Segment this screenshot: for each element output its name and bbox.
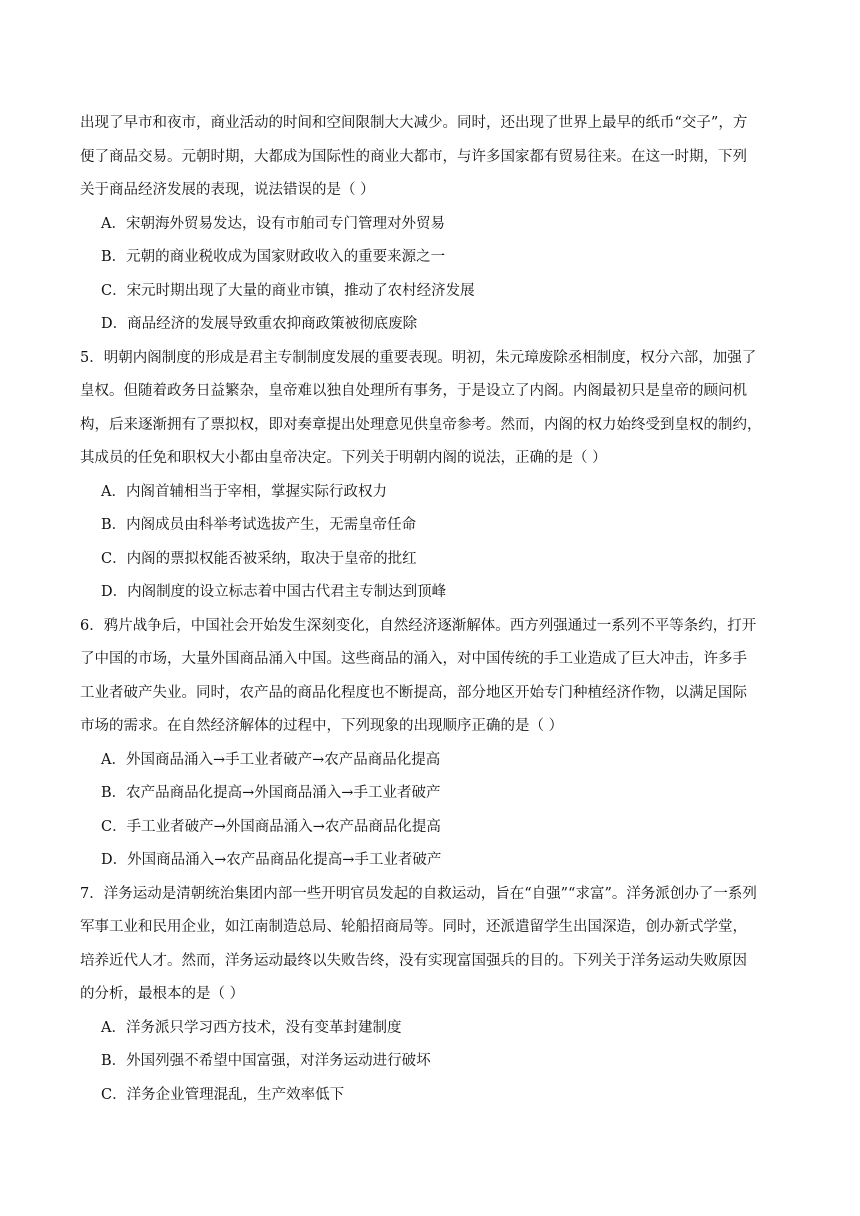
- question-5-stem-line: 5．明朝内阁制度的形成是君主专制制度发展的重要表现。明初，朱元璋废除丞相制度，权分六部，加强了: [80, 349, 757, 366]
- question-6-option-a: A．外国商品涌入→手工业者破产→农产品商品化提高: [101, 751, 441, 768]
- question-7-stem-line: 培养近代人才。然而，洋务运动最终以失败告终，没有实现富国强兵的目的。下列关于洋务运动失败原因: [80, 952, 747, 969]
- question-content: [80, 107, 782, 1112]
- question-4: [80, 107, 782, 342]
- question-5-option-b: B．内阁成员由科举考试选拔产生，无需皇帝任命: [101, 517, 417, 533]
- question-5-stem-line: 皇权。但随着政务日益繁杂，皇帝难以独自处理所有事务，于是设立了内阁。内阁最初只是皇帝的顾问机: [80, 383, 747, 399]
- question-4-option-a: A．宋朝海外贸易发达，设有市舶司专门管理对外贸易: [101, 215, 445, 232]
- question-7-option-a: A．洋务派只学习西方技术，没有变革封建制度: [101, 1019, 402, 1036]
- question-5-option-d: D．内阁制度的设立标志着中国古代君主专制达到顶峰: [101, 584, 447, 600]
- question-4-option-d: D．商品经济的发展导致重农抑商政策被彻底废除: [101, 316, 418, 332]
- question-6: [80, 610, 782, 878]
- question-4-option-c: C．宋元时期出现了大量的商业市镇，推动了农村经济发展: [101, 282, 475, 299]
- question-7-stem-line: 的分析，最根本的是（ ）: [80, 986, 245, 1002]
- question-4-stem-line: 关于商品经济发展的表现，说法错误的是（ ）: [80, 182, 375, 198]
- question-7-option-c: C．洋务企业管理混乱，生产效率低下: [101, 1086, 345, 1103]
- question-6-option-b: B．农产品商品化提高→外国商品涌入→手工业者破产: [101, 785, 441, 801]
- question-5-stem-line: 构，后来逐渐拥有了票拟权，即对奏章提出处理意见供皇帝参考。然而，内阁的权力始终受到皇权的制约，: [80, 416, 762, 433]
- question-4-option-b: B．元朝的商业税收成为国家财政收入的重要来源之一: [101, 249, 446, 265]
- question-5-option-a: A．内阁首辅相当于宰相，掌握实际行政权力: [101, 483, 387, 500]
- question-7-stem-line: 7．洋务运动是清朝统治集团内部一些开明官员发起的自救运动，旨在“自强”“求富”。洋务派创办了一系列: [80, 885, 757, 902]
- question-5: [80, 342, 782, 610]
- question-6-stem-line: 6．鸦片战争后，中国社会开始发生深刻变化，自然经济逐渐解体。西方列强通过一系列不平等条约，打开: [80, 617, 757, 634]
- question-6-stem-line: 工业者破产失业。同时，农产品的商品化程度也不断提高，部分地区开始专门种植经济作物，以满足国际: [80, 684, 747, 701]
- question-6-option-c: C．手工业者破产→外国商品涌入→农产品商品化提高: [101, 818, 441, 835]
- question-7-stem-line: 军事工业和民用企业，如江南制造总局、轮船招商局等。同时，还派遣留学生出国深造，创办新式学堂，: [80, 919, 747, 935]
- question-6-stem-line: 了中国的市场，大量外国商品涌入中国。这些商品的涌入，对中国传统的手工业造成了巨大冲击，许多手: [80, 651, 747, 667]
- question-5-option-c: C．内阁的票拟权能否被采纳，取决于皇帝的批红: [101, 550, 417, 567]
- question-6-stem-line: 市场的需求。在自然经济解体的过程中，下列现象的出现顺序正确的是（ ）: [80, 718, 564, 734]
- question-4-stem-line: 便了商品交易。元朝时期，大都成为国际性的商业大都市，与许多国家都有贸易往来。在这一时期，下列: [80, 148, 747, 165]
- question-5-stem-line: 其成员的任免和职权大小都由皇帝决定。下列关于明朝内阁的说法，正确的是（ ）: [80, 450, 607, 466]
- question-4-stem-line: 出现了早市和夜市，商业活动的时间和空间限制大大减少。同时，还出现了世界上最早的纸币“交子”，方: [80, 115, 748, 131]
- question-7: [80, 878, 782, 1113]
- question-7-option-b: B．外国列强不希望中国富强，对洋务运动进行破坏: [101, 1053, 431, 1069]
- question-6-option-d: D．外国商品涌入→农产品商品化提高→手工业者破产: [101, 852, 442, 868]
